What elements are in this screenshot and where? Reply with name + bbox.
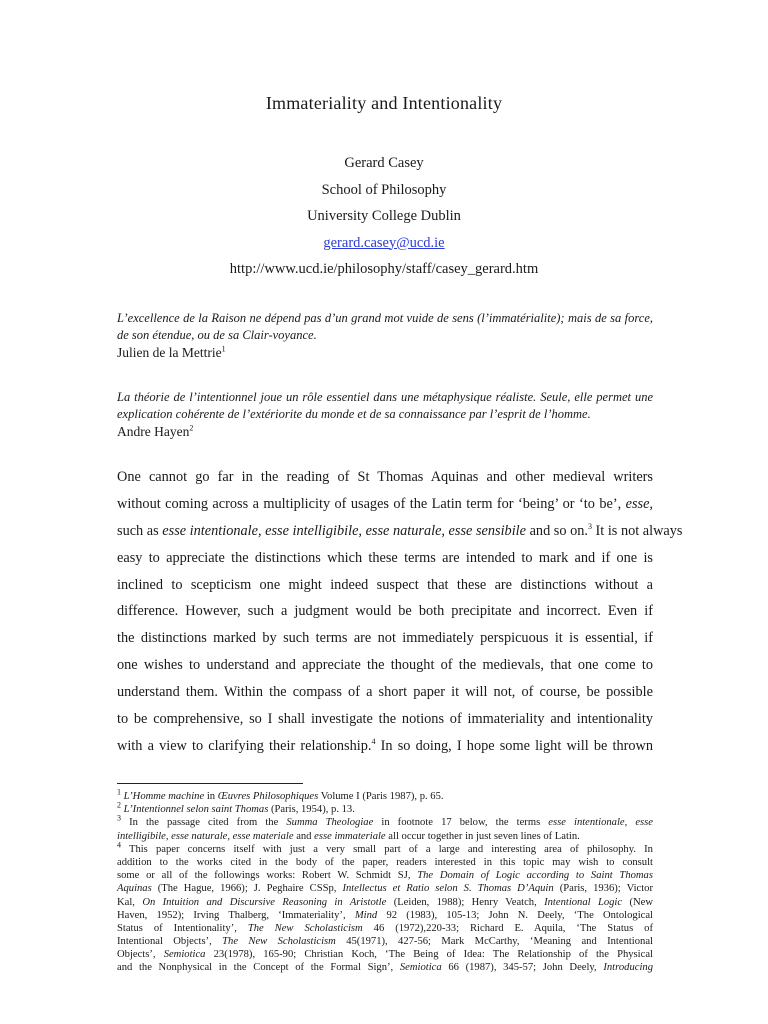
footnote-4-cont: and the Nonphysical in the Concept of the Formal Sign’, Semiotica 66 (1987), 345-57; John Deely, Introducing [117, 962, 653, 974]
epigraph-2-attribution: Andre Hayen$^2$ [117, 423, 194, 439]
footnote-4-cont: some or all of the followings works: Robert W. Schmidt SJ, The Domain of Logic according to Saint Thomas [117, 870, 653, 882]
footnote-4-cont: addition to the works cited in the body of the paper, readers interested in this topic may wish to consult [117, 856, 653, 868]
author-block [0, 150, 768, 283]
footnote-ref-4: 4 [371, 737, 376, 747]
author-url[interactable]: http://www.ucd.ie/philosophy/staff/casey_gerard.htm [229, 261, 539, 277]
footnote-1: $^1$ L’Homme machine in Œuvres Philosophiques Volume I (Paris 1987), p. 65. [117, 787, 444, 802]
footnote-divider [117, 783, 303, 784]
body-line: One cannot go far in the reading of St Thomas Aquinas and other medieval writers [117, 469, 653, 485]
footnote-ref-2: 2 [189, 423, 194, 433]
author-name: Gerard Casey [344, 155, 424, 171]
body-line: easy to appreciate the distinctions which these terms are intended to mark and if one is [117, 549, 653, 566]
footnote-2: $^2$ L’Intentionnel selon saint Thomas (Paris, 1954), p. 13. [117, 800, 355, 816]
epigraph-1 [117, 310, 653, 361]
body-line: to be comprehensive, so I shall investigate the notions of immateriality and intentionality [117, 711, 653, 728]
footnote-ref-1: 1 [221, 344, 226, 354]
author-department: School of Philosophy [321, 181, 447, 198]
epigraph-2-quote-line-2: explication cohérente de l’extériorite du monde et de sa connaissance par l’esprit de l’homme. [117, 407, 591, 421]
body-line: understand them. Within the compass of a short paper it will not, of course, be possible [117, 684, 653, 701]
footnote-4: $^4$ This paper concerns itself with just a very small part of a large and interesting area of philosophy. In [117, 840, 653, 855]
epigraph-1-quote-line-1: L’excellence de la Raison ne dépend pas d’un grand mot vuide de sens (l’immatérialite); mais de sa force, [117, 311, 653, 325]
footnotes [117, 787, 654, 975]
body-line: without coming across a multiplicity of usages of the Latin term for ‘being’ or ‘to be’, esse, [117, 495, 653, 512]
footnote-ref-3: 3 [587, 522, 592, 532]
footnote-4-cont: Aquinas (The Hague, 1966); J. Peghaire CSSp, Intellectus et Ratio selon S. Thomas D’Aquin (Paris, 1936); Victor [117, 883, 654, 895]
footnote-3-cont: intelligibile, esse naturale, esse materiale and esse immateriale all occur together in just seven lines of Latin. [117, 830, 580, 842]
footnote-4-cont: Objects’, Semiotica 23(1978), 165-90; Christian Koch, ‘The Being of Idea: The Relationship of the Physical [117, 949, 653, 961]
paper-title: Immateriality and Intentionality [265, 93, 503, 113]
body-line: with a view to clarifying their relationship.$^4$ In so doing, I hope some light will be thrown [117, 737, 653, 754]
epigraph-1-attribution: Julien de la Mettrie$^1$ [117, 344, 226, 360]
body-line: one wishes to understand and appreciate the thought of the medievals, that one come to [117, 657, 653, 674]
epigraph-2 [117, 389, 653, 440]
body-line: difference. However, such a judgment would be both precipitate and incorrect. Even if [117, 603, 653, 620]
footnote-4-cont: Intentional Objects’, The New Scholasticism 45(1971), 427-56; Mark McCarthy, ‘Meaning and Intentional [117, 936, 653, 948]
body-line: such as esse intentionale, esse intelligibile, esse naturale, esse sensibile and so on.$^3$ It is not always [117, 522, 683, 539]
body-line: inclined to scepticism one might indeed suspect that these are distinctions without a [117, 576, 653, 593]
footnote-4-cont: Kal, On Intuition and Discursive Reasoning in Aristotle (Leiden, 1988); Henry Veatch, Intentional Logic (New [117, 896, 653, 908]
footnote-3: $^3$ In the passage cited from the Summa Theologiae in footnote 17 below, the terms esse intentionale, esse [117, 813, 653, 829]
footnote-4-cont: Haven, 1952); Irving Thalberg, ‘Immateriality’, Mind 92 (1983), 105-13; John N. Deely, ‘The Ontological [117, 909, 654, 921]
footnote-4-cont: Status of Intentionality’, The New Scholasticism 46 (1972),220-33; Richard E. Aquila, ‘The Status of [117, 922, 653, 934]
body-paragraph [117, 464, 683, 760]
author-institution: University College Dublin [307, 208, 461, 224]
epigraph-1-quote-line-2: de son étendue, ou de sa Clair-voyance. [117, 328, 317, 342]
author-email-link[interactable]: gerard.casey@ucd.ie [323, 234, 445, 251]
epigraph-2-quote-line-1: La théorie de l’intentionnel joue un rôle essentiel dans une métaphysique réaliste. Seule, elle permet une [117, 390, 653, 404]
body-line: the distinctions marked by such terms are not immediately perspicuous it is essential, if [117, 630, 653, 647]
